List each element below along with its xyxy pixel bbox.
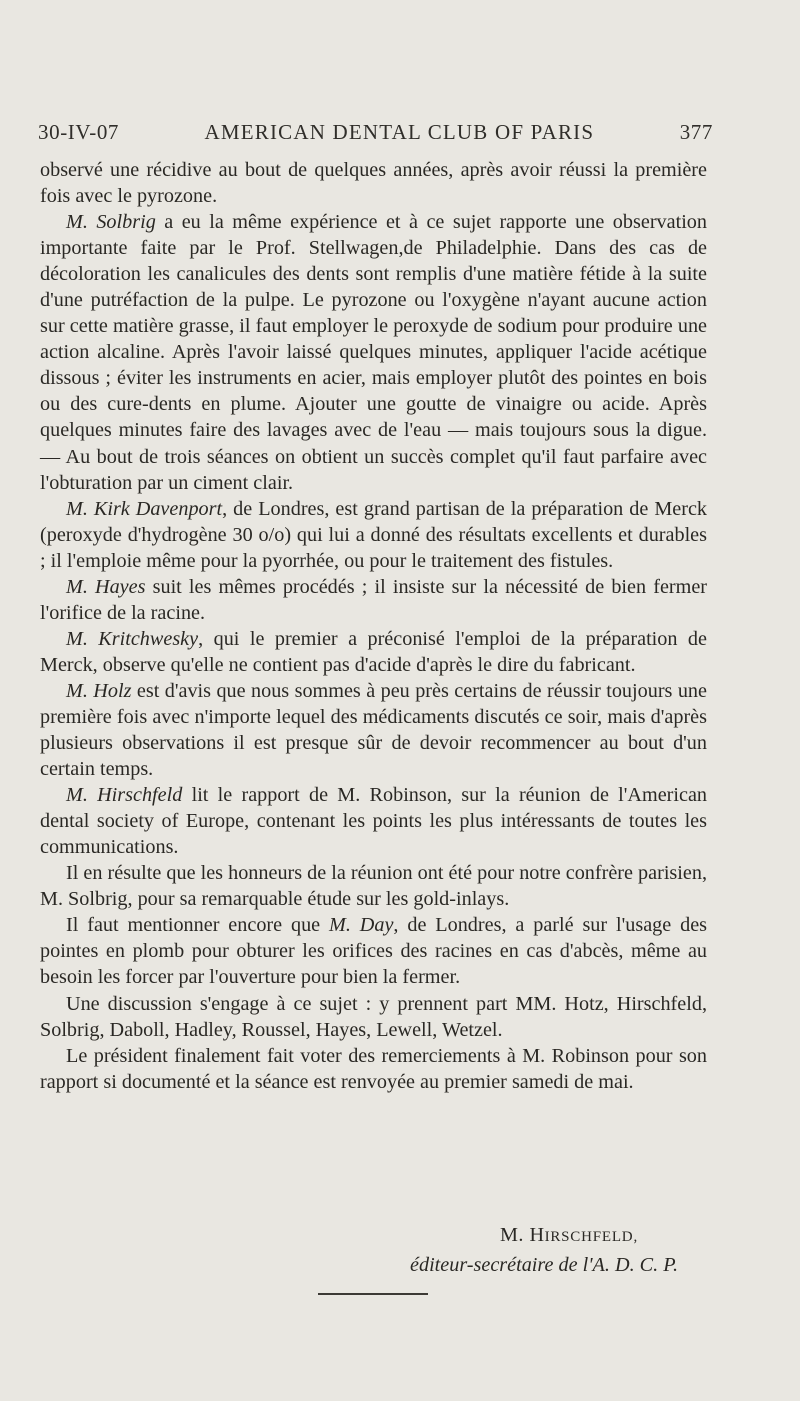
speaker-name: M. Holz [66, 679, 132, 702]
page-number: 377 [679, 120, 713, 144]
paragraph-text: lit le rapport de M. Robinson, sur la réunion de l'American dental society of Europe, contenant les points les plus intéressants de toutes les communications. [40, 784, 708, 859]
paragraph-7 [40, 782, 707, 860]
speaker-name: M. Kritchwesky [66, 627, 199, 650]
paragraph-11 [40, 1043, 707, 1095]
paragraph-4 [40, 574, 707, 626]
end-rule [318, 1293, 428, 1295]
paragraph-text: suit les mêmes procédés ; il insiste sur la nécessité de bien fermer l'orifice de la racine. [40, 575, 708, 624]
paragraph-text: est d'avis que nous sommes à peu près certains de réussir toujours une première fois avec n'importe lequel des médicaments discutés ce soir, mais d'après plusieurs observations il est presque sûr de devoir recommencer au bout d'un certain temps. [40, 679, 707, 781]
signature-name [350, 1221, 678, 1251]
header-date: 30-IV-07 [38, 120, 120, 144]
speaker-name: M. Hirschfeld [66, 784, 183, 807]
paragraph-2 [40, 209, 707, 496]
paragraph-text: , qui le premier a préconisé l'emploi de la préparation de Merck, observe qu'elle ne contient pas d'acide d'après le dire du fabricant. [40, 627, 707, 676]
speaker-name: M. Solbrig [66, 211, 156, 234]
paragraph-text: Il en résulte que les honneurs de la réunion ont été pour notre confrère parisien, M. Solbrig, pour sa remarquable étude sur les gold-inlays. [40, 862, 707, 911]
running-header [38, 120, 713, 145]
paragraph-3 [40, 496, 707, 574]
signature-surname: IRSCHFELD, [544, 1229, 638, 1245]
paragraph-text: Il faut mentionner encore que [66, 914, 330, 937]
paragraph-text: , de Londres, est grand partisan de la préparation de Merck (peroxyde d'hydrogène 30 o/o) qui lui a donné des résultats excellents et durables ; il l'emploie même pour la pyorrhée, ou pour le traitement des fistules. [40, 497, 708, 572]
speaker-name: M. Day [329, 914, 394, 937]
signature-block [350, 1221, 678, 1279]
paragraph-10 [40, 991, 707, 1043]
signature-initial: M. H [499, 1224, 545, 1246]
paragraph-5 [40, 626, 707, 678]
speaker-name: M. Kirk Davenport [66, 497, 223, 520]
paragraph-text: Une discussion s'engage à ce sujet : y prennent part MM. Hotz, Hirschfeld, Solbrig, Daboll, Hadley, Roussel, Hayes, Lewell, Wetzel. [40, 992, 707, 1041]
paragraph-text: Le président finalement fait voter des remerciements à M. Robinson pour son rapport si documenté et la séance est renvoyée au premier samedi de mai. [40, 1044, 707, 1093]
speaker-name: M. Hayes [66, 575, 146, 598]
paragraph-6 [40, 678, 707, 782]
signature-title: éditeur-secrétaire de l'A. D. C. P. [410, 1254, 678, 1276]
paragraph-1 [40, 157, 707, 209]
paragraph-8 [40, 860, 707, 912]
paragraph-9 [40, 912, 707, 990]
header-title: AMERICAN DENTAL CLUB OF PARIS [204, 120, 595, 144]
paragraph-text: a eu la même expérience et à ce sujet rapporte une observation importante faite par le Prof. Stellwagen,de Philadelphie. Dans des cas de décoloration les canalicules des dents sont remplis d'une matière fétide à la suite d'une putréfaction de la pulpe. Le pyrozone ou l'oxygène n'ayant aucune action sur cette matière grasse, il faut employer le peroxyde de sodium pour produire une action alcaline. Après l'avoir laissé quelques minutes, appliquer l'acide acétique dissous ; éviter les instruments en acier, mais employer plutôt des pointes en bois ou des cure-dents en plume. Ajouter une goutte de vinaigre ou acide. Après quelques minutes faire des lavages avec de l'eau — mais toujours sous la digue. — Au bout de trois séances on obtient un succès complet qu'il faut parfaire avec l'obturation par un ciment clair. [40, 211, 707, 494]
paragraph-text: observé une récidive au bout de quelques années, après avoir réussi la première fois avec le pyrozone. [40, 159, 707, 208]
body-text [40, 157, 707, 1095]
paragraph-text: , de Londres, a parlé sur l'usage des pointes en plomb pour obturer les orifices des racines en cas d'abcès, même au besoin les forcer par l'ouverture pour bien la fermer. [40, 914, 708, 989]
